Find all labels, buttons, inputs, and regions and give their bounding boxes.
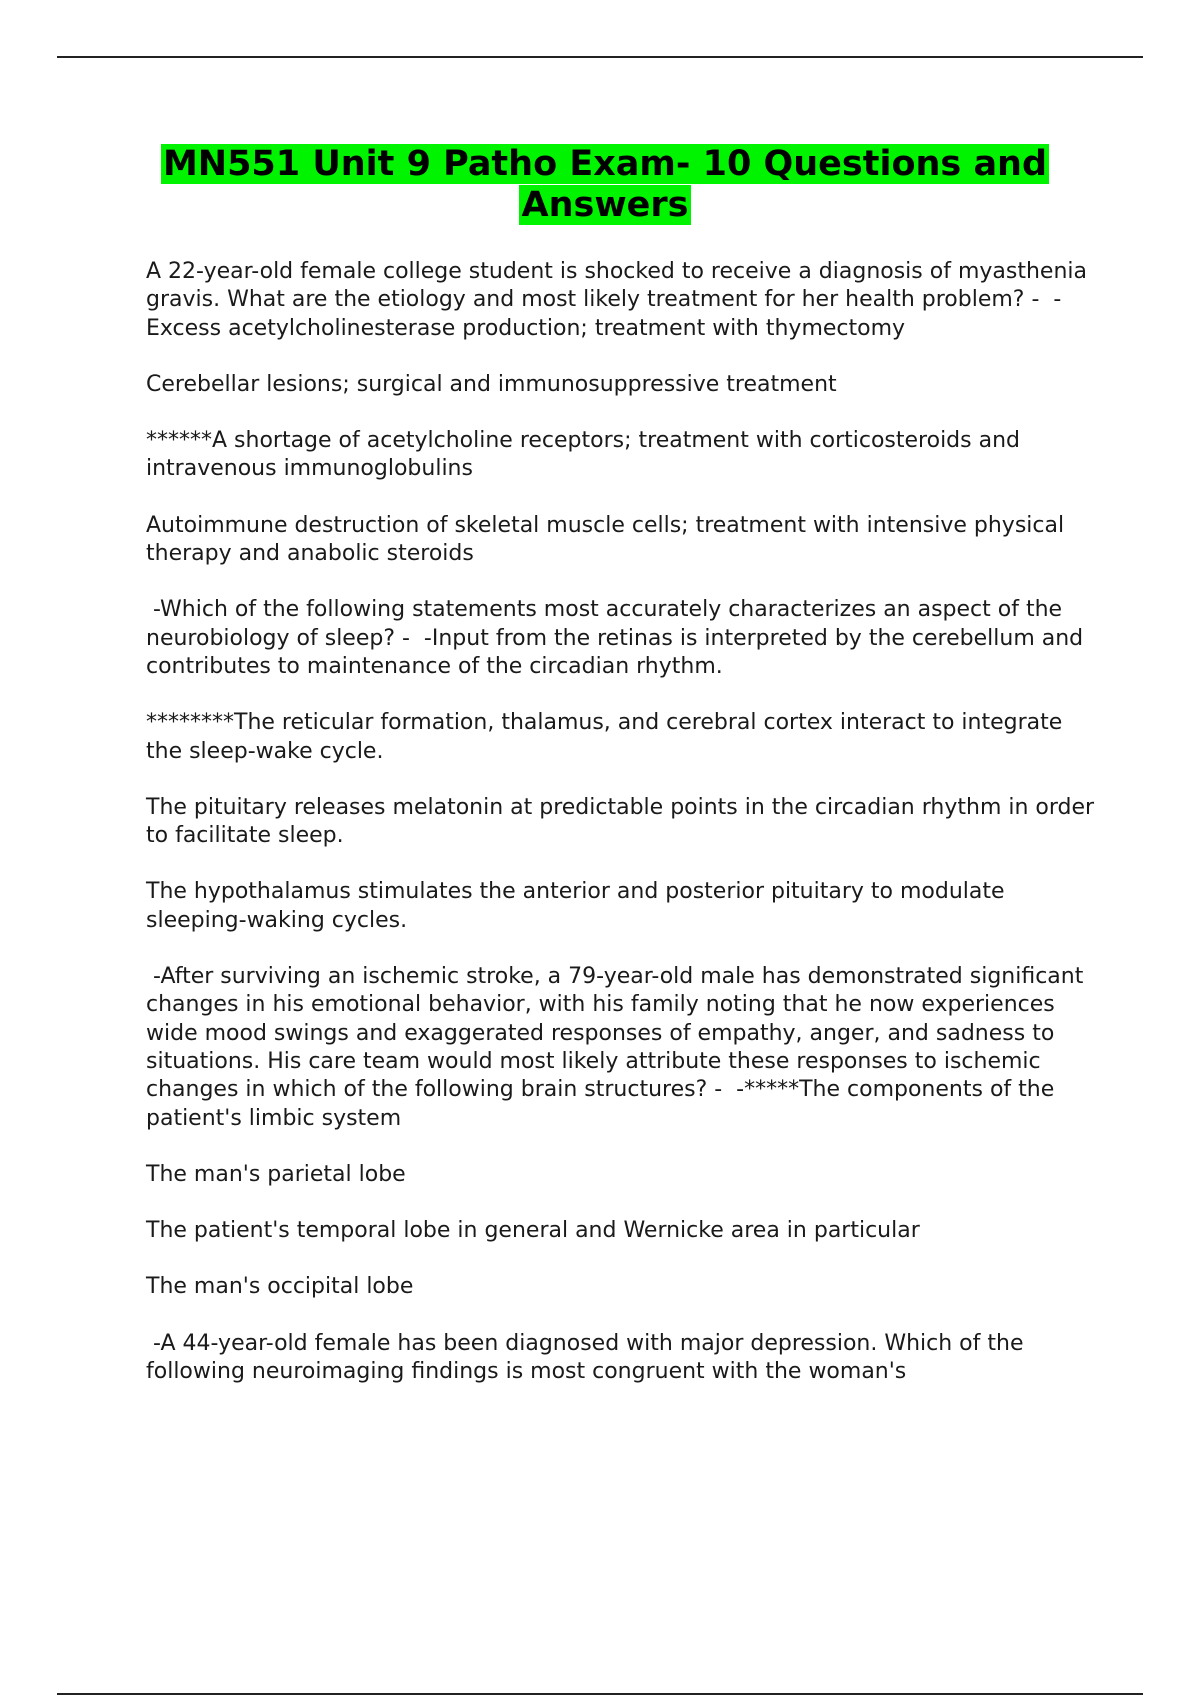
paragraph-q2-option-c: The pituitary releases melatonin at predictable points in the circadian rhythm in order to facilitate sleep.	[146, 794, 1102, 849]
title-highlight: MN551 Unit 9 Patho Exam- 10 Questions and Answers	[162, 144, 1048, 225]
bottom-rule	[57, 1693, 1143, 1695]
paragraph-q1-option-b: Cerebellar lesions; surgical and immunosuppressive treatment	[146, 371, 837, 397]
paragraph-q3-option-d: The man's occipital lobe	[146, 1274, 414, 1300]
paragraph-q3: -After surviving an ischemic stroke, a 79-year-old male has demonstrated significant changes in his emotional behavior, with his family noting that he now experiences wide mood swings and exaggerated responses of empathy, anger, and sadness to situations. His care team would most likely attribute these responses to ischemic changes in which of the following brain structures? - -*****The components of the patient's limbic system	[146, 964, 1091, 1131]
document-body	[146, 258, 1102, 1414]
paragraph-q1: A 22-year-old female college student is shocked to receive a diagnosis of myasthenia gravis. What are the etiology and most likely treatment for her health problem? - -Excess acetylcholinesterase production; treatment with thymectomy	[146, 259, 1094, 341]
paragraph-q1-option-c: ******A shortage of acetylcholine receptors; treatment with corticosteroids and intravenous immunoglobulins	[146, 428, 1027, 482]
paragraph-q2-option-b: ********The reticular formation, thalamus, and cerebral cortex interact to integrate the sleep-wake cycle.	[146, 710, 1070, 764]
top-rule	[57, 56, 1143, 58]
paragraph-q2-option-d: The hypothalamus stimulates the anterior and posterior pituitary to modulate sleeping-waking cycles.	[146, 879, 1012, 933]
document-title	[145, 144, 1065, 226]
paragraph-q2: -Which of the following statements most accurately characterizes an aspect of the neurobiology of sleep? - -Input from the retinas is interpreted by the cerebellum and contributes to maintenance of the circadian rhythm.	[146, 597, 1091, 679]
paragraph-q1-option-d: Autoimmune destruction of skeletal muscle cells; treatment with intensive physical therapy and anabolic steroids	[146, 512, 1072, 567]
paragraph-q4: -A 44-year-old female has been diagnosed with major depression. Which of the following neuroimaging findings is most congruent with the woman's	[146, 1330, 1031, 1385]
paragraph-q3-option-b: The man's parietal lobe	[146, 1161, 406, 1187]
paragraph-q3-option-c: The patient's temporal lobe in general and Wernicke area in particular	[146, 1218, 920, 1244]
